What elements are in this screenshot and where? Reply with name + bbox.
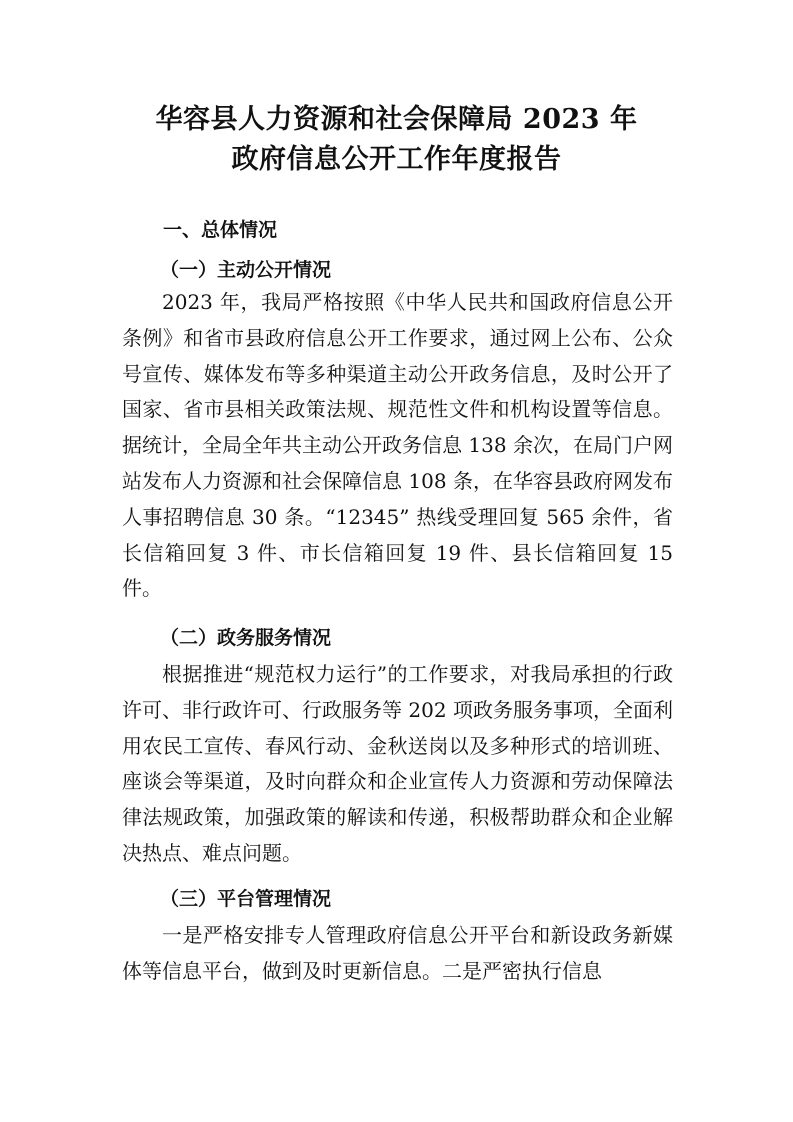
subsection-heading-platform-management: （三）平台管理情况 xyxy=(160,888,332,910)
paragraph-proactive-disclosure: 2023 年，我局严格按照《中华人民共和国政府信息公开条例》和省市县政府信息公开工作要求，通过网上公布、公众号宣传、媒体发布等多种渠道主动公开政务信息，及时公开了国家、省市县相关政策法规、规范性文件和机构设置等信息。据统计，全局全年共主动公开政务信息 138 余次，在局门户网站发布人力资源和社会保障信息 108 条，在华容县政府网发布人事招聘信息 30 条。“12345” 热线受理回复 565 余件，省长信箱回复 3 件、市长信箱回复 19 件、县长信箱回复 15 件。 xyxy=(122,290,673,601)
paragraph-government-services: 根据推进“规范权力运行”的工作要求，对我局承担的行政许可、非行政许可、行政服务等 202 项政务服务事项，全面利用农民工宣传、春风行动、金秋送岗以及多种形式的培训班、座谈会等渠道，及时向群众和企业宣传人力资源和劳动保障法律法规政策，加强政策的解读和传递，积极帮助群众和企业解决热点、难点问题。 xyxy=(122,662,673,865)
subsection-heading-government-services: （二）政务服务情况 xyxy=(160,627,332,649)
report-title-line-2: 政府信息公开工作年度报告 xyxy=(231,144,562,175)
subsection-heading-proactive-disclosure: （一）主动公开情况 xyxy=(160,259,332,281)
section-heading-overview: 一、总体情况 xyxy=(163,219,278,241)
paragraph-platform-management: 一是严格安排专人管理政府信息公开平台和新设政务新媒体等信息平台，做到及时更新信息。二是严密执行信息 xyxy=(122,923,673,983)
report-title-line-1: 华容县人力资源和社会保障局 2023 年 xyxy=(155,104,638,135)
